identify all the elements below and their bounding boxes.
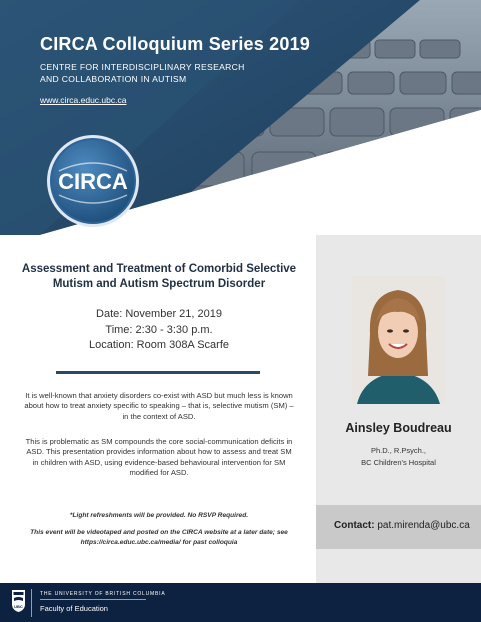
speaker-affiliation: BC Children's Hospital [361,458,436,467]
footer-rule [40,599,146,600]
event-details [18,307,300,354]
refreshments-note: *Light refreshments will be provided. No RSVP Required. [69,512,249,519]
speaker-photo [352,276,445,404]
contact-email[interactable]: pat.mirenda@ubc.ca [377,520,470,531]
header-banner [0,0,481,235]
description-paragraph-2: This is problematic as SM compounds the core social-communication deficits in ASD. This presentation provides information about how to assess and treat SM in children with ASD, using evidence-based behavioural intervention for SM modified for ASD. [25,437,293,478]
centre-name-line1: CENTRE FOR INTERDISCIPLINARY RESEARCH [40,62,245,72]
contact-box [316,505,481,549]
university-name: THE UNIVERSITY OF BRITISH COLUMBIA [40,591,166,597]
contact-label: Contact: [334,520,375,531]
footer-separator [31,589,32,617]
centre-name [40,61,280,85]
event-time: Time: 2:30 - 3:30 p.m. [105,323,213,336]
event-location: Location: Room 308A Scarfe [88,339,230,351]
ubc-footer [0,583,481,622]
crest-text: UBC [14,604,23,609]
speaker-name: Ainsley Boudreau [345,421,452,435]
event-title [18,262,300,292]
video-note: This event will be videotaped and posted on the CIRCA website at a later date; see https://circa.educ.ubc.ca/media/ for past colloquia [30,529,288,546]
faculty-name: Faculty of Education [40,604,108,613]
series-title: CIRCA Colloquium Series 2019 [40,34,311,54]
description-paragraph-1: It is well-known that anxiety disorders co-exist with ASD but much less is known about how to treat anxiety specific to speaking – that is, selective mutism (SM) – in the context of ASD. [24,391,294,421]
speaker-credentials: Ph.D., R.Psych., [370,446,427,455]
section-divider [56,371,260,374]
event-date: Date: November 21, 2019 [96,308,222,320]
event-title-line2: Mutism and Autism Spectrum Disorder [52,278,266,290]
ubc-crest-icon [12,590,25,612]
centre-name-line2: AND COLLABORATION IN AUTISM [40,74,187,84]
contact-line [334,520,470,531]
website-link[interactable]: www.circa.educ.ubc.ca [40,95,127,105]
circa-logo [45,133,141,229]
speaker-credentials-block [316,445,481,469]
event-title-line1: Assessment and Treatment of Comorbid Selective [21,263,297,275]
logo-text: CIRCA [58,169,128,194]
